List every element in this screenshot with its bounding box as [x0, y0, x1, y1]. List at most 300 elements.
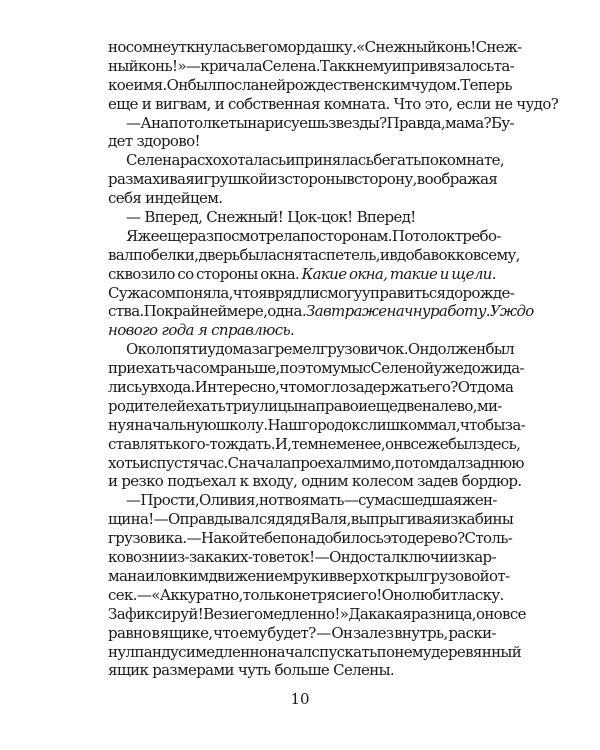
word: привязалось	[401, 56, 494, 75]
word: размахивая	[108, 170, 195, 189]
word: потом	[394, 453, 440, 472]
word: нарисуешь	[247, 113, 329, 132]
word: за-	[504, 415, 526, 434]
word: кар-	[465, 548, 496, 567]
word: деревянный	[431, 642, 522, 661]
text-line	[108, 265, 496, 284]
word: И,	[274, 434, 292, 453]
word: года	[161, 321, 194, 340]
word: Цок-цок!	[287, 208, 353, 227]
word: равно	[108, 623, 151, 642]
word: больше	[274, 661, 330, 680]
word: по	[420, 151, 439, 170]
word: чудо?	[516, 94, 559, 113]
word: Он	[407, 340, 429, 359]
text-line	[108, 359, 524, 378]
text-line	[108, 245, 520, 265]
word: его	[238, 604, 263, 623]
word: звезды?	[328, 113, 387, 132]
word: нул	[108, 642, 135, 661]
word: стороны	[195, 264, 258, 283]
word: нему	[355, 56, 392, 75]
word: жен-	[461, 491, 497, 510]
word: На	[200, 529, 222, 548]
word: час.	[198, 453, 228, 472]
word: дома	[215, 340, 252, 359]
word: Столь-	[464, 529, 513, 548]
word: бордюр.	[461, 472, 522, 491]
word: Какие	[301, 264, 347, 283]
word: дядя	[275, 510, 311, 529]
text-line	[108, 624, 496, 643]
word: сторонам.	[318, 226, 392, 245]
word: до	[516, 302, 534, 321]
word: тебе	[248, 529, 281, 548]
word: вверх	[328, 566, 370, 585]
word: щели.	[451, 264, 496, 283]
word: носом	[108, 38, 153, 56]
word: дет	[108, 132, 133, 151]
word: мимо,	[350, 453, 395, 472]
word: крайней	[164, 302, 227, 321]
word: и	[379, 245, 390, 264]
word: Зафиксируй!	[108, 604, 204, 623]
word: будет?	[267, 623, 316, 642]
word: Прости,	[140, 491, 199, 510]
word: из	[448, 548, 466, 567]
word: ты	[228, 113, 248, 132]
word: менее,	[335, 434, 386, 453]
word: грузовой	[423, 566, 489, 585]
word: Бу-	[491, 113, 514, 132]
word: ласку.	[457, 585, 504, 604]
word: Вперед!	[356, 208, 416, 227]
word: веток!	[268, 548, 315, 567]
word: дверь	[198, 245, 240, 264]
word: я	[258, 283, 267, 302]
word: Я	[126, 226, 138, 245]
word: же	[426, 434, 448, 453]
word: ждать.	[225, 434, 275, 453]
word: снята	[276, 245, 319, 264]
word: только	[242, 585, 293, 604]
text-line	[108, 94, 559, 114]
word: требо-	[454, 226, 501, 245]
text-line	[108, 453, 524, 473]
word: направо	[297, 396, 359, 415]
word: окна,	[348, 264, 388, 283]
word: и	[285, 151, 295, 170]
word: уткнулась	[170, 38, 245, 56]
word: до	[445, 283, 463, 302]
text-line	[108, 132, 496, 151]
word: залез	[352, 623, 394, 642]
word: поэтому	[279, 359, 341, 378]
word: и	[185, 642, 196, 661]
text-line	[108, 226, 501, 246]
word: грузовичок.	[320, 340, 408, 359]
word: мере,	[226, 302, 268, 321]
word: дома	[477, 378, 514, 397]
text-line	[108, 56, 515, 76]
word: внутрь,	[394, 623, 448, 642]
text-line	[108, 585, 504, 605]
word: дожида-	[463, 359, 524, 378]
word: еще	[158, 226, 189, 245]
word: собственная	[228, 94, 320, 113]
word: Да	[348, 604, 369, 623]
word: со	[177, 264, 194, 283]
word: это	[383, 529, 407, 548]
word: ства.	[108, 302, 144, 321]
word: дал	[439, 453, 466, 472]
word: сторону,	[354, 170, 417, 189]
word: ему	[239, 623, 267, 642]
word: три	[225, 396, 252, 415]
text-line	[108, 302, 534, 321]
word: Наш	[267, 415, 302, 434]
word: по	[300, 226, 319, 245]
word: городок	[301, 415, 361, 434]
word: Так	[319, 56, 347, 75]
word: бегать	[373, 151, 421, 170]
word: какая	[368, 604, 412, 623]
word: если	[456, 94, 491, 113]
word: послан	[216, 75, 269, 94]
word: мал,	[427, 415, 460, 434]
word: поняла,	[175, 283, 233, 302]
word: ставлять	[108, 434, 173, 453]
word: работу.	[429, 302, 490, 321]
word: резко	[121, 472, 164, 491]
text-line	[108, 434, 521, 454]
word: —	[126, 491, 141, 510]
word: был	[187, 75, 217, 94]
word: еще	[108, 94, 138, 113]
word: мы	[340, 359, 363, 378]
word: он	[385, 434, 403, 453]
word: ей	[268, 75, 286, 94]
text-line	[108, 661, 496, 680]
word: пяти	[172, 340, 208, 359]
word: родителей	[108, 396, 186, 415]
word: Теперь	[460, 75, 512, 94]
word: мана	[108, 566, 145, 585]
word: одна.	[267, 302, 306, 321]
word: щина!	[108, 510, 154, 529]
word: —	[126, 113, 141, 132]
word: ко	[455, 245, 473, 264]
word: Что	[393, 94, 421, 113]
word: сумасшедшая	[358, 491, 462, 510]
word: не	[318, 434, 336, 453]
word: чтобы	[459, 415, 505, 434]
word: могло	[304, 378, 349, 397]
word: себя	[108, 189, 142, 208]
word: что	[232, 283, 259, 302]
text-line	[108, 189, 496, 208]
word: движением	[208, 566, 294, 585]
word: из-за	[167, 548, 205, 567]
word: Потолок	[391, 226, 455, 245]
word: с	[318, 245, 326, 264]
word: конь!	[436, 38, 476, 56]
text-line	[108, 170, 496, 189]
word: от-	[488, 566, 510, 585]
text-line	[108, 113, 514, 133]
word: ми-	[476, 396, 502, 415]
word: оно	[475, 604, 503, 623]
word: тряси	[309, 585, 353, 604]
word: ловким	[154, 566, 209, 585]
text-line	[108, 208, 496, 227]
word: из	[440, 510, 458, 529]
word: петель,	[325, 245, 380, 264]
word: Оливия,	[199, 491, 259, 510]
word: задев	[417, 472, 458, 491]
word: что	[279, 378, 305, 397]
word: уже	[433, 359, 464, 378]
word: я	[197, 321, 208, 340]
word: его	[252, 38, 277, 56]
word: каких-то	[204, 548, 269, 567]
word: еще	[367, 396, 398, 415]
word: медленно!»	[262, 604, 349, 623]
word: кой	[221, 529, 249, 548]
word: начал	[267, 642, 312, 661]
word: Снежный!	[206, 208, 284, 227]
word: Он	[331, 623, 353, 642]
word: и	[358, 396, 368, 415]
word: игрушкой	[194, 170, 268, 189]
word: та-	[493, 56, 515, 75]
word: к	[239, 472, 249, 491]
word: приехать	[108, 359, 176, 378]
text-line	[108, 396, 502, 416]
word: Оно	[381, 585, 412, 604]
word: руки	[293, 566, 329, 585]
word: слишком	[360, 415, 428, 434]
word: раски-	[448, 623, 496, 642]
word: Селена.	[261, 56, 320, 75]
word: Валя,	[310, 510, 351, 529]
word: достал	[350, 548, 400, 567]
word: «Снежный	[356, 38, 437, 56]
word: тем	[291, 434, 319, 453]
word: вряд	[266, 283, 302, 302]
text-line	[108, 604, 526, 624]
text-line	[108, 340, 515, 359]
word: мама?	[444, 113, 491, 132]
word: была	[239, 245, 277, 264]
word: вал	[108, 245, 133, 264]
word: рожде-	[462, 283, 515, 302]
word: —	[343, 491, 359, 510]
word: кричала	[200, 56, 262, 75]
word: одним	[301, 472, 348, 491]
word: должен	[428, 340, 486, 359]
word: С	[108, 283, 119, 302]
word: подъехал	[167, 472, 236, 491]
word: медленно	[195, 642, 268, 661]
word: посмотрела	[213, 226, 301, 245]
word: и	[139, 453, 149, 472]
text-line	[108, 75, 512, 95]
text-line	[108, 378, 514, 397]
text-line	[108, 321, 496, 340]
word: —	[185, 56, 201, 75]
word: был	[447, 434, 477, 453]
word: здесь,	[476, 434, 521, 453]
text-line	[108, 566, 510, 586]
word: раз	[188, 226, 214, 245]
word: индейцем.	[145, 189, 223, 208]
word: ко	[108, 548, 126, 567]
word: чуть	[237, 661, 271, 680]
word: входа.	[149, 378, 195, 397]
word: мордашку.	[276, 38, 357, 56]
word: и	[391, 56, 402, 75]
word: стороны	[284, 170, 347, 189]
word: Правда,	[386, 113, 445, 132]
word: нового	[108, 321, 158, 340]
word: —	[126, 208, 141, 227]
word: и	[439, 264, 449, 283]
word: его!	[352, 585, 382, 604]
word: был	[485, 340, 515, 359]
word: же	[361, 302, 387, 321]
word: —	[314, 548, 329, 567]
word: ехать	[185, 396, 226, 415]
word: комнате,	[438, 151, 504, 170]
word: ящик	[108, 661, 149, 680]
word: разница,	[411, 604, 476, 623]
word: кое	[108, 75, 134, 94]
word: и	[108, 472, 118, 491]
word: вдобавок	[389, 245, 456, 264]
word: все	[402, 434, 427, 453]
word: не	[494, 94, 513, 113]
word: входу,	[252, 472, 298, 491]
word: начальную	[134, 415, 216, 434]
word: загремел	[251, 340, 320, 359]
word: Вперед,	[144, 208, 203, 227]
word: окна.	[260, 264, 300, 283]
word: Сначала	[227, 453, 291, 472]
word: ли	[301, 283, 320, 302]
word: не	[152, 38, 171, 56]
text-line	[108, 510, 514, 529]
word: Селена	[126, 151, 180, 170]
word: Около	[126, 340, 173, 359]
word: проехал	[290, 453, 351, 472]
word: сквозило	[108, 264, 175, 283]
text-line	[108, 529, 513, 548]
word: заднюю	[465, 453, 524, 472]
word: Уж	[489, 302, 517, 321]
word: из	[267, 170, 285, 189]
word: кабины	[457, 510, 514, 529]
word: рождественским	[285, 75, 411, 94]
word: потолке	[168, 113, 229, 132]
word: Он	[329, 548, 351, 567]
text-line	[108, 151, 504, 170]
word: по	[376, 642, 395, 661]
text-line	[108, 642, 522, 662]
word: начну	[386, 302, 430, 321]
word: понадобилось	[280, 529, 384, 548]
word: Интересно,	[194, 378, 280, 397]
word: вигвам,	[155, 94, 211, 113]
word: хоть	[108, 453, 140, 472]
word: Вези	[203, 604, 239, 623]
word: на	[151, 113, 169, 132]
word: дерево?	[406, 529, 465, 548]
word: в	[151, 623, 160, 642]
word: возни	[125, 548, 168, 567]
word: лись	[108, 378, 142, 397]
word: Завтра	[305, 302, 362, 321]
word: По	[143, 302, 165, 321]
word: принялась	[294, 151, 374, 170]
word: но	[258, 491, 277, 510]
word: —	[136, 585, 152, 604]
word: две	[397, 396, 422, 415]
word: ный	[108, 56, 138, 75]
word: смогу	[319, 283, 362, 302]
word: размерами	[152, 661, 234, 680]
word: грузовика.	[108, 529, 187, 548]
word: чудом.	[410, 75, 461, 94]
word: нему	[394, 642, 432, 661]
word: и	[144, 566, 155, 585]
word: раньше,	[219, 359, 280, 378]
word: управиться	[361, 283, 446, 302]
word: Селеной	[370, 359, 434, 378]
word: От	[457, 378, 477, 397]
word: кого-то	[172, 434, 226, 453]
word: у	[207, 340, 216, 359]
word: нуя	[108, 415, 135, 434]
word: сек.	[108, 585, 137, 604]
word: расхохоталась	[179, 151, 286, 170]
word: это,	[424, 94, 453, 113]
word: колесом	[351, 472, 414, 491]
word: мать	[309, 491, 344, 510]
word: побелки,	[132, 245, 199, 264]
word: конь!»	[137, 56, 186, 75]
word: Он	[166, 75, 188, 94]
word: комната.	[323, 94, 390, 113]
text-line	[108, 283, 515, 303]
word: воображая	[416, 170, 498, 189]
word: и	[214, 94, 225, 113]
word: все	[502, 604, 526, 623]
page-body	[108, 38, 559, 680]
word: в	[244, 38, 253, 56]
word: открыл	[369, 566, 424, 585]
word: Снеж-	[475, 38, 522, 56]
word: в	[346, 170, 355, 189]
word: часом	[175, 359, 220, 378]
word: же	[137, 226, 159, 245]
word: Селены.	[333, 661, 395, 680]
word: ужасом	[118, 283, 176, 302]
word: справлюсь.	[211, 321, 295, 340]
word: улицы	[251, 396, 298, 415]
text-line	[108, 548, 496, 567]
word: имя.	[133, 75, 167, 94]
